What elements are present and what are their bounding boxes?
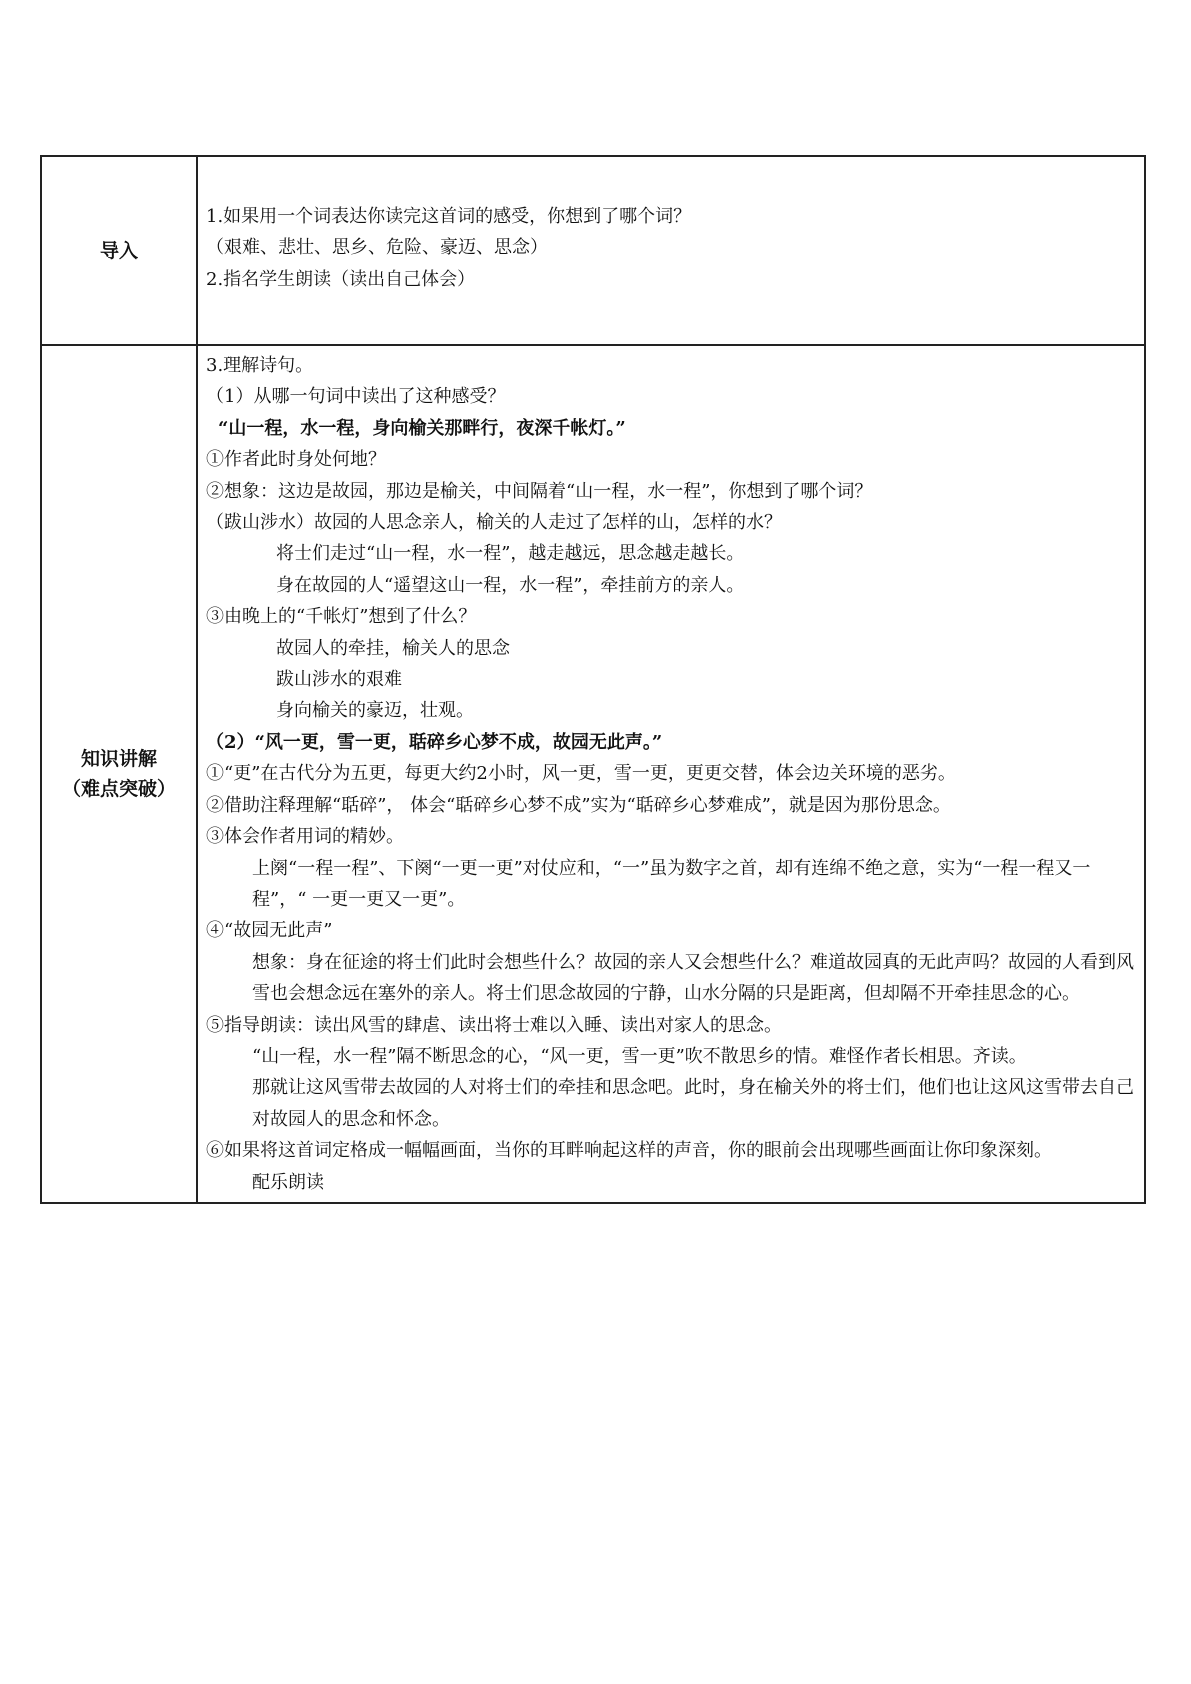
knowledge-sublabel: （难点突破） (61, 777, 176, 800)
point-2-5: ⑤指导朗读：读出风雪的肆虐、读出将士难以入睡、读出对家人的思念。 (206, 1014, 782, 1036)
point-2-2: ②借助注释理解“聒碎”， 体会“聒碎乡心梦不成”实为“聒碎乡心梦难成”，就是因为那份思念。 (206, 794, 951, 816)
poem-quote-1: “山一程，水一程，身向榆关那畔行，夜深千帐灯。” (218, 417, 626, 439)
point-2-4-detail: 想象：身在征途的将士们此时会想些什么？故园的亲人又会想些什么？难道故园真的无此声吗？故园的人看到风雪也会想念远在塞外的亲人。将士们思念故园的宁静，山水分隔的只是距离，但却隔不开牵挂思念的心。 (252, 951, 1134, 1005)
point-1-2-answer: （跋山涉水）故园的人思念亲人，榆关的人走过了怎样的山，怎样的水？ (206, 512, 782, 534)
point-1-3-detail-c: 身向榆关的豪迈，壮观。 (276, 700, 474, 722)
poem-quote-2: （2）“风一更，雪一更，聒碎乡心梦不成，故园无此声。” (206, 731, 663, 753)
knowledge-row (41, 345, 1145, 1203)
point-2-3-detail: 上阕“一程一程”、下阕“一更一更”对仗应和，“一”虽为数字之首，却有连绵不绝之意，实为“一程一程又一程”，“ 一更一更又一更”。 (252, 857, 1091, 910)
point-2-5-detail-b: 那就让这风雪带去故园的人对将士们的牵挂和思念吧。此时，身在榆关外的将士们，他们也让这风这雪带去自己对故园人的思念和怀念。 (252, 1077, 1134, 1130)
point-2-3: ③体会作者用词的精妙。 (206, 826, 404, 848)
intro-label-cell (41, 156, 197, 345)
intro-label: 导入 (99, 239, 138, 262)
intro-row (41, 156, 1145, 345)
point-2-6: ⑥如果将这首词定格成一幅幅画面，当你的耳畔响起这样的声音，你的眼前会出现哪些画面让你印象深刻。 (206, 1140, 1052, 1162)
point-2-1: ①“更”在古代分为五更，每更大约2小时，风一更，雪一更，更更交替，体会边关环境的恶劣。 (206, 763, 956, 785)
point-2-4: ④“故园无此声” (206, 920, 333, 942)
step-heading: 3.理解诗句。 (206, 355, 314, 376)
point-2-6-detail: 配乐朗读 (252, 1171, 324, 1193)
knowledge-label-cell (41, 345, 197, 1203)
intro-reading-line: 2.指名学生朗读（读出自己体会） (206, 268, 476, 290)
intro-content-cell (197, 156, 1145, 345)
point-1-2-detail-b: 身在故园的人“遥望这山一程，水一程”，牵挂前方的亲人。 (276, 574, 745, 596)
point-1-2-detail-a: 将士们走过“山一程，水一程”，越走越远，思念越走越长。 (276, 543, 745, 565)
intro-options-line: （艰难、悲壮、思乡、危险、豪迈、思念） (206, 237, 548, 259)
point-1-3: ③由晚上的“千帐灯”想到了什么？ (206, 606, 477, 628)
knowledge-content-cell (197, 345, 1145, 1203)
point-1-1: ①作者此时身处何地？ (206, 449, 386, 471)
point-2-5-detail-a: “山一程，水一程”隔不断思念的心，“风一更，雪一更”吹不散思乡的情。难怪作者长相思。齐读。 (252, 1045, 1027, 1067)
intro-question-line: 1.如果用一个词表达你读完这首词的感受，你想到了哪个词？ (206, 206, 692, 227)
point-1-3-detail-b: 跋山涉水的艰难 (276, 669, 402, 691)
knowledge-label: 知识讲解 (80, 747, 157, 770)
question-1: （1）从哪一句词中读出了这种感受？ (206, 386, 506, 408)
lesson-table (40, 155, 1146, 1204)
point-1-2: ②想象：这边是故园，那边是榆关，中间隔着“山一程，水一程”，你想到了哪个词？ (206, 480, 873, 502)
point-1-3-detail-a: 故园人的牵挂，榆关人的思念 (276, 637, 510, 659)
